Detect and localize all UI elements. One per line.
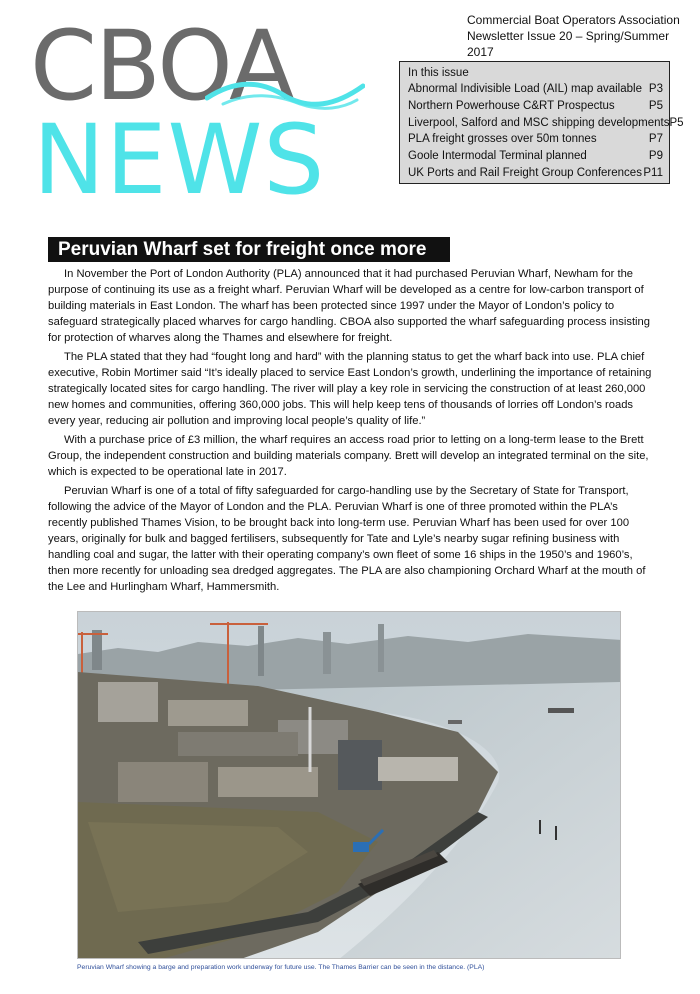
article-body — [48, 266, 652, 598]
contents-item-page: P5 — [648, 99, 663, 112]
article-paragraph: In November the Port of London Authority (PLA) announced that it had purchased Peruvian Wharf, Newham for the purpose of continuing its use as a freight wharf. Peruvian Wharf will be developed as a centre for low-carbon transport of building materials in East London. The wharf has been protected since 1997 under the Mayor of London’s policy to safeguard strategically placed wharves for cargo handling. CBOA also supported the wharf safeguarding process insisting for protection of wharves along the Thames and elsewhere for freight. — [48, 268, 650, 344]
article-paragraph: Peruvian Wharf is one of a total of fifty safeguarded for cargo-handling use by the Secretary of State for Transport, following the advice of the Mayor of London and the PLA. Peruvian Wharf is one of three promoted within the PLA’s recently published Thames Vision, to be brought back into long-term use. Peruvian Wharf has been used for over 100 years, originally for bulk and bagged fertilisers, subsequently for Tate and Lyle’s nearby sugar refining business with handling coal and sugar, the latter with their operating company’s own fleet of some 16 ships in the 1950’s and 1960’s, then more recently for unloading sea dredged aggregates. The PLA are also championing Orchard Wharf at the mouth of the Lee and Hurlingham Wharf, Hammersmith. — [48, 485, 646, 593]
contents-box — [399, 61, 684, 184]
contents-item-label: Liverpool, Salford and MSC shipping developments — [408, 116, 670, 129]
contents-item-label: UK Ports and Rail Freight Group Conferences — [408, 166, 642, 179]
contents-item-label: Goole Intermodal Terminal planned — [408, 150, 587, 163]
contents-item-page: P11 — [643, 166, 663, 179]
contents-item-page: P3 — [648, 83, 663, 95]
contents-item-page: P7 — [648, 133, 663, 146]
issue-line: Newsletter Issue 20 – Spring/Summer 2017 — [467, 29, 670, 59]
logo-news-text: NEWS — [33, 104, 326, 216]
wharf-photo-illustration — [78, 612, 621, 959]
contents-item-label: Northern Powerhouse C&RT Prospectus — [408, 99, 615, 112]
contents-item-page: P5 — [669, 116, 684, 129]
masthead-info — [467, 12, 692, 60]
contents-item-label: PLA freight grosses over 50m tonnes — [408, 133, 597, 146]
contents-item[interactable] — [408, 148, 663, 165]
article-paragraph: The PLA stated that they had “fought long and hard” with the planning status to get the wharf back into use. PLA chief executive, Robin Mortimer said “It’s ideally placed to service East London’s growth, underlining the importance of retaining strategically located sites for cargo handling. The river will play a key role in servicing the construction of at least 260,000 new homes and communities, offering 360,000 jobs. This will help keep tens of thousands of lorries off London’s roads every year, reducing air pollution and improving local people’s quality of life.” — [48, 351, 652, 427]
contents-item[interactable] — [408, 98, 663, 115]
logo-cboa-text: CBOA — [30, 10, 293, 122]
contents-item-page: P9 — [648, 150, 663, 163]
contents-item[interactable] — [408, 165, 663, 182]
article-headline: Peruvian Wharf set for freight once more — [48, 237, 450, 262]
org-name: Commercial Boat Operators Association — [467, 13, 680, 27]
article-paragraph: With a purchase price of £3 million, the wharf requires an access road prior to letting on a long-term lease to the Brett Group, the independent construction and building materials company. Brett will develop an integrated terminal on the site, which is expected to be operational late in 2017. — [48, 434, 649, 478]
contents-item[interactable] — [408, 115, 684, 132]
contents-item[interactable] — [408, 81, 663, 98]
photo-caption: Peruvian Wharf showing a barge and preparation work underway for future use. The Thames Barrier can be seen in the distance. (PLA) — [77, 964, 485, 971]
contents-title: In this issue — [408, 67, 469, 79]
wharf-photo — [77, 611, 621, 959]
contents-item-label: Abnormal Indivisible Load (AIL) map available — [408, 83, 642, 95]
contents-item[interactable] — [408, 131, 663, 148]
